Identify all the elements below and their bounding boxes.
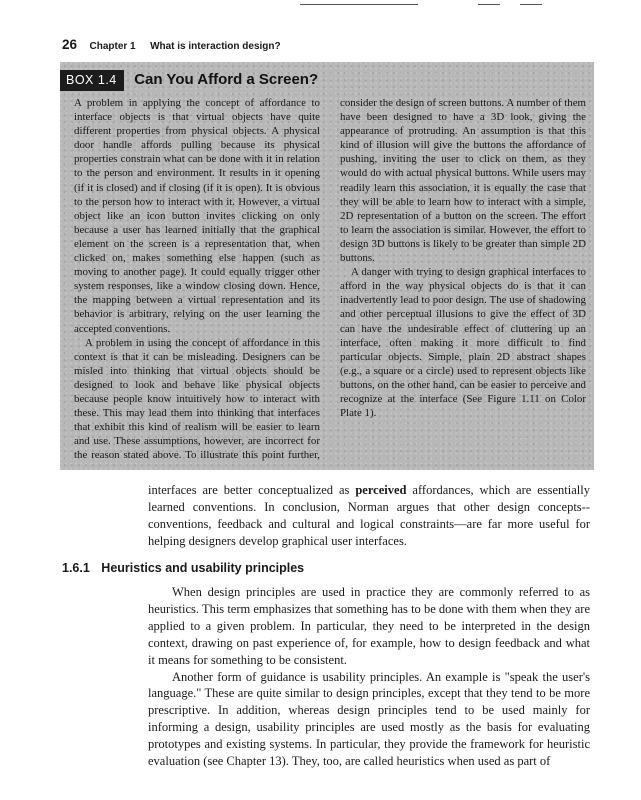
box-body xyxy=(74,96,586,468)
text-run: affordances, which are essentially learned conventions. In conclusion, Norman argues that other design concepts--conventions, feedback and cultural and logical constraints—are far more useful for helping designers develop graphical user interfaces. xyxy=(148,483,591,548)
box-paragraph: A problem in using the concept of affordance in this context is that it can be misleading. Designers can be misled into thinking that virtual objects should be designed to look and behave like physical objects because people know intuitively how to interact with these. This may lead them into thinking that interfaces that exhibit this kind of realism will be easier to learn and use. These assumptions, however, are incorrect for the reason stated above. To illustrate this point further, consider the design of screen buttons. A number of them have been designed to have a 3D look, giving the appearance of protruding. An assumption is that this kind of illusion will give the buttons the affordance of pushing, inviting the user to click on them, as they would do with actual physical buttons. While users may readily learn this association, it is equally the case that they will be able to learn how to interact with a simple, 2D representation of a button on the screen. The effort to learn the association is similar. However, the effort to design 3D buttons is likely to be greater than simple 2D buttons. xyxy=(74,97,586,462)
sidebar-box xyxy=(60,62,594,470)
box-header xyxy=(60,70,318,92)
section-number: 1.6.1 xyxy=(62,561,90,575)
top-rule xyxy=(300,4,418,5)
box-paragraph: A danger with trying to design graphical interfaces to afford in the way physical objects do is that it can inadvertently lead to poor design. The use of shadowing and other perceptual illusions to give the effect of 3D can have the undesirable effect of cluttering up an interface, often making it more difficult to find particular objects. Simple, plain 2D abstract shapes (e.g., a square or a circle) used to represent objects like buttons, on the other hand, can be easier to perceive and recognize at the interface (See Figure 1.11 on Color Plate 1). xyxy=(340,266,586,420)
box-label: BOX 1.4 xyxy=(60,70,124,91)
section-heading xyxy=(62,561,304,575)
section-title: Heuristics and usability principles xyxy=(101,561,305,575)
continued-paragraph xyxy=(148,482,590,550)
text-run: interfaces are better conceptualized as xyxy=(148,483,356,497)
top-rule xyxy=(520,4,542,5)
box-paragraph: A problem in applying the concept of affordance to interface objects is that virtual objects have quite different properties from physical objects. A physical door handle affords pulling because its physical properties constrain what can be done with it in relation to the person and environment. It results in it opening (if it is closed) and if closing (if it is open). It is obvious to the person how to interact with it. However, a virtual object like an icon button invites clicking on only because a user has learned initially that the graphical element on the screen is a representation that, when clicked on, makes something else happen (such as moving to another page). It could equally trigger other system responses, like a window closing down. Hence, the mapping between a virtual representation and its behavior is arbitrary, relying on the user learning the accepted conventions. xyxy=(74,97,320,335)
top-rule xyxy=(478,4,500,5)
running-head xyxy=(62,36,281,54)
box-title: Can You Afford a Screen? xyxy=(134,71,319,88)
section-body xyxy=(148,584,590,770)
page-number: 26 xyxy=(62,37,78,52)
body-paragraph: Another form of guidance is usability principles. An example is "speak the user's language." These are quite similar to design principles, except that they tend to be more prescriptive. In addition, whereas design principles tend to be used mainly for informing a design, usability principles are used mostly as the basis for evaluating prototypes and existing systems. In particular, they provide the framework for heuristic evaluation (see Chapter 13). They, too, are called heuristics when used as part of xyxy=(148,669,590,769)
emphasized-term: perceived xyxy=(355,483,407,497)
chapter-title: What is interaction design? xyxy=(150,41,281,52)
body-paragraph: When design principles are used in practice they are commonly referred to as heuristics. This term emphasizes that something has to be done with them when they are applied to a given problem. In particular, they need to be interpreted in the design context, drawing on past experience of, for example, how to design feedback and what it means for something to be consistent. xyxy=(148,585,590,667)
chapter-label: Chapter 1 xyxy=(89,41,136,52)
